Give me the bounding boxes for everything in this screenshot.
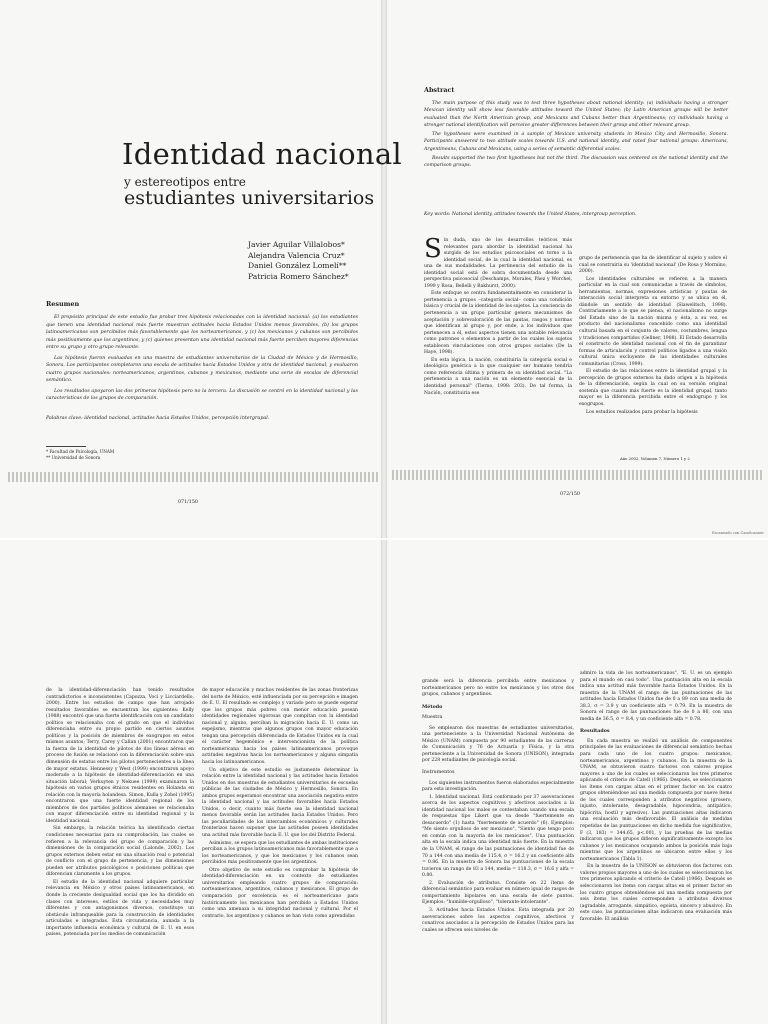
abstract-paragraph: The hypotheses were examined in a sample of Mexican university students in Mexico City and Hermosillo, Sonora. Participants answered to two attitude scales towards U.S. and national identity, and rated four national groups: Americans, Argentineans, Cubans and Mexicans, using a series of semantic differential scales. bbox=[424, 132, 728, 152]
body-paragraph: 2. Evaluación de atributos. Consiste en 22 ítems de diferencial semántico para evaluar en número igual de rasgos de comportamiento bipolares en una escala de siete puntos. Ejemplos: "humilde-orgulloso", "tolerante-intolerante". bbox=[422, 880, 574, 906]
body-paragraph: grande será la diferencia percibida entre mexicanos y norteamericanos pero no entre los mexicanos y los otros dos grupos, cubanos y argentinos. bbox=[422, 679, 574, 698]
author: Patricia Romero Sánchez* bbox=[248, 271, 349, 281]
intro-column-a bbox=[424, 234, 572, 398]
subsection-heading-instrumentos: Instrumentos bbox=[422, 770, 455, 776]
author: Alejandra Valencia Cruz* bbox=[248, 250, 345, 260]
resumen-paragraph: Los resultados apoyaron las dos primeras hipótesis pero no la tercera. La discusión se centró en la identidad nacional y las características de los grupos de comparación. bbox=[46, 388, 358, 401]
intro-paragraph: Sin duda, uno de los desarrollos teóricos más relevantes para abordar la identidad nacional ha surgido de los estudios psicosociales en torno a la identidad social, de la cual la identidad nacional, es una de sus modalidades. La pertinencia del estudio de la identidad social está de sobra documentada desde una perspectiva psicosocial (Deschamps, Morales, Páez y Worchel, 1999 y Rosa, Bellelli y Bakhurst, 2000). bbox=[424, 234, 572, 289]
page-number-left: 071/150 bbox=[178, 500, 198, 505]
resumen-heading: Resumen bbox=[46, 300, 80, 308]
body-paragraph: Sin embargo, la relación teórica ha identificado ciertas condiciones necesarias para su comprobación, las cuales se refieren a la relevancia del grupo de comparación y las dimensiones de la comparación social (Lalonde, 2002). Los grupos externos deben estar en una situación real o potencial de conflicto con el grupo de pertenencia, y las dimensiones pueden ser atributos psicológicos o posiciones políticas que diferencian claramente a los grupos. bbox=[46, 826, 194, 878]
body-paragraph: de la identidad-diferenciación han tenido resultados contradictorios e inconsistentes (Capozza, Voci y Licciardello, 2000). Entre los estudios de campo que han arrojado resultados favorables se encuentran los siguientes: Kelly (1988) encontró que una fuerte identificación con un candidato político se relacionaba con el grado en que el individuo diferenciaba entre su propio partido en ciertos asuntos políticos y la posición de miembros de exogrupos en estos mismos asuntos; Terry, Carey y Callan (2001) encontraron que la fuerza de la identidad de pilotos de dos líneas aéreas en proceso de fusión se relacionó con la diferenciación sobre una dimensión de estatus entre los pilotos pertenecientes a la línea de mayor estatus. Hennessy y West (1999) encontraron apoyo moderado a la hipótesis de identidad-diferenciación en una situación laboral; Verkuyten y Nekuee (1999) examinaron la hipótesis en varios grupos étnicos residentes en Holanda en relación con la mayoría holandesa. Simon, Kulla y Zobel (1995) encontraron que una fuerte identidad regional de los miembros de dos partidos políticos alemanes se relacionaba con mayor diferenciación entre su identidad regional y la identidad nacional. bbox=[46, 688, 194, 824]
body-paragraph: Otro objetivo de este estudio es comprobar la hipótesis de identidad-diferenciación en un contexto de estudiantes universitarios empleando cuatro grupos de comparación: norteamericanos, argentinos, cubanos y mexicanos. El grupo de comparación por excelencia es el norteamericano para históricamente los mexicanos han percibido a Estados Unidos como una amenaza a su integridad nacional y cultural. Por el contrario, los argentinos y cubanos se han visto como aprendidas bbox=[202, 867, 358, 919]
footnote: * Facultad de Psicología, UNAM bbox=[46, 449, 115, 454]
book-spine bbox=[381, 540, 387, 1024]
abstract-heading: Abstract bbox=[424, 86, 455, 94]
body-paragraph: Un objetivo de este estudio es justamente determinar la relación entre la identidad nacional y las actitudes hacia Estados Unidos en dos muestras de estudiantes universitarios de escuelas públicas de las ciudades de México y Hermosillo, Sonora. En ambos grupos esperamos encontrar una asociación negativa entre la identidad nacional y las actitudes favorables hacia Estados Unidos, o decir, cuanto más fuerte sea la identidad nacional menos favorable serán las actitudes hacia Estados Unidos. Pero las peculiaridades de los intercambios económicos y culturales fronterizos hacen suponer que las actitudes poseen identidades una actitud más favorable hacia E. U. que los del Distrito Federal. bbox=[202, 767, 358, 839]
resumen-paragraph: Las hipótesis fueron evaluadas en una muestra de estudiantes universitarios de la Ciudad de México y de Hermosillo, Sonora. Los participantes completaron una escala de actitudes hacia Estados Unidos y otra de identidad nacional, y evaluaron cuatro grupos nacionales: norteamericanos, argentinos, cubanos y mexicanos, mediante una serie de escalas de diferencial semántico. bbox=[46, 355, 358, 383]
body-paragraph: de mayor educación y muchos residentes de las zonas fronterizas del norte de México, esté influenciada por su percepción e imagen de E. U. El resultado es complejo y variado pero se puede esperar que los grupos más pobres con menor educación posean identidades regionales vigorosas que compitan con la identidad nacional y, alguno, perciban la migración hacia E. U. como un espejismo, mientras que algunos grupos con mayor educación tengan una percepción diferenciada de Estados Unidos en la cual el carácter hegemónico e intervencionista de la política norteamericana hacia los países latinoamericanos provoque actitudes negativas hacia los norteamericanos y alguna simpatía hacia los latinoamericanos. bbox=[202, 688, 358, 766]
intro-paragraph: El estudio de las relaciones entre la identidad grupal y la percepción de grupos externos ha dado origen a la hipótesis de la diferenciación, según la cual en su versión original sostenía que cuanto más fuerte es la identidad grupal, tanto mayor es la diferencia percibida entre el endogrupo y los exogrupos. bbox=[579, 369, 727, 408]
abstract-body bbox=[424, 100, 728, 172]
author-list bbox=[248, 240, 349, 282]
body-paragraph: admiro la vida de los norteamericanos", "E. U. es un ejemplo para el mundo en casi todo". Una puntuación alta en la escala indica una actitud más favorable hacia Estados Unidos. En la muestra de la UNAM el rango de las puntuaciones de las actitudes hacia Estados Unidos fue de 0 a 89 con una media de 38.3, σ = 3.9 y un coeficiente alfa = 0.79. En la muestra de Sonora el rango de las puntuaciones fue de 0 a 86, con una media de 36.5, σ = 8.4, y un coeficiente alfa = 0.78. bbox=[580, 671, 732, 722]
body-spread bbox=[0, 540, 768, 1024]
key-words: Key words: National identity, attitudes towards the United States, intergroup perception. bbox=[424, 212, 637, 217]
author: Daniel González Lomelí** bbox=[248, 261, 347, 270]
intro-column-b bbox=[579, 256, 727, 417]
section-heading-resultados: Resultados bbox=[580, 728, 610, 735]
body-paragraph: 1. Identidad nacional. Está conformado por 37 aseveraciones acerca de los aspectos cognitivos y afectivos asociados a la identidad nacional los males se contestaban usando una escala de respuestas tipo Likert que va desde "fuertemente en desacuerdo" (1) hasta "fuertemente de acuerdo" (6). Ejemplos: "Me siento orgulloso de ser mexicano", "Siento que tengo poco en común con la mayoría de los mexicanos". Una puntuación alta en la escala indica una identidad más fuerte. En la muestra de la UNAM, el rango de las puntuaciones de identidad fue de 70 a 144 con una media de 115.4, σ = 16.2 y un coeficiente alfa = 0.86. En la muestra de Sonora las puntuaciones de la escala tuvieron un rango de 83 a 144, media = 118.3, σ = 16.6 y alfa = 0.80. bbox=[422, 794, 574, 879]
body-paragraph: Asimismo, se espera que los estudiantes de ambas instituciones perciban a los grupos latinoamericanos más favorablemente que a los norteamericanos, y que los mexicanos y los cubanos sean percibidos más positivamente que los argentinos. bbox=[202, 840, 358, 866]
intro-paragraph: grupo de pertenencia que ha de identificar al sujeto y sobre el cual se construiría su 'identidad nacional' (De Rosa y Mormino, 2000). bbox=[579, 256, 727, 275]
footnotes bbox=[46, 449, 114, 461]
intro-paragraph: Este enfoque se centra fundamentalmente en considerar la pertenencia a grupos –categoría social– como una condición básica y crucial de la identidad de los sujetos. La conciencia de pertenencia a un grupo particular genera mecanismos de aceptación y sobrevaloración de las pautas, rasgos y normas que identifican al grupo y, por ende, a los individuos que pertenecen a él, estos aspectos tienen una notable relevancia como patrones o elementos a partir de los cuales los sujetos establecen vinculaciones con otros grupos sociales (De la Haye, 1998). bbox=[424, 291, 572, 356]
footnote: ** Universidad de Sonora bbox=[46, 455, 101, 460]
article-subtitle-line2: estudiantes universitarios bbox=[124, 187, 375, 209]
article-title: Identidad nacional bbox=[122, 137, 403, 171]
body-paragraph: Los siguientes instrumentos fueron elaborados especialmente para esta investigación. bbox=[422, 780, 574, 793]
body-paragraph: El estudio de la identidad nacional adquiere particular relevancia en México y otros países latinoamericanos, en donde la creciente desigualdad social que los ha dividido en clases con intereses, estilos de vida y necesidades muy diferentes y con antagonismos diversos, constituye un obstáculo infranqueable para la construcción de identidades articuladas e integradas. Esta circunstancia, aunada a la importante influencia económica y cultural de E. U. en esos países, potenciada por los medios de comunicación bbox=[46, 879, 194, 938]
journal-reference: Año 2002, Volumen 7, Número 1 y 2 bbox=[620, 456, 690, 461]
body-column-4 bbox=[580, 671, 732, 924]
body-column-2 bbox=[202, 688, 358, 921]
palabras-clave: Palabras clave: identidad nacional, actitudes hacia Estados Unidos, percepción intergrupal. bbox=[46, 416, 270, 421]
body-paragraph: En cada muestra se realizó un análisis de componentes principales de las evaluaciones de diferencial semántico hechas para cada uno de los cuatro grupos: mexicanos, norteamericanos, argentinos y cubanos. En la muestra de la UNAM, se obtuvieron cuatro factores con valores propios mayores a uno de los cuales se seleccionaron los tres primeros aplicando el criterio de Catell (1966). Después, se seleccionaron los ítems con cargas altas en el primer factor en los cuatro grupos obteniéndose así una medida compuesta por nueve ítems de los cuales corresponden a atributos negativos (grosero, injusto, intolerante, desagradable, hipocondria, antipático, hipócrita, hostil y agresivo). Las puntuaciones altas indicaron una evaluación más desfavorable. El análisis de medidas repetidas de las puntuaciones en dicho medida fue significativo, F (3, 183) = 344.65, p<.001, y las pruebas de las medias indicaron que los grupos difieren significativamente excepto los cubanos y los mexicanos ocupando ambos la posición más baja mientras que los argentinos se ubicaron entre ellos y los norteamericanos (Tabla 1). bbox=[580, 738, 732, 862]
decorative-dot-band bbox=[392, 470, 762, 480]
body-paragraph: En la muestra de la UNISON se obtuvieron dos factores con valores propios mayores a uno de los cuales se seleccionaron los tres primeros aplicando el criterio de Catell (1966). Después se seleccionaron los ítems con cargas altas en el primer factor en los cuatro grupos obteniéndose así una medida compuesta por seis ítems los cuales corresponden a atributos diversos (agradable, arrogante, simpático, egoísta, sincero y abusivo). En este caso, las puntuaciones altas indicaron una evaluación más favorable. El análisis bbox=[580, 864, 732, 922]
intro-paragraph: Los estudios realizados para probar la hipótesis bbox=[586, 409, 698, 415]
body-column-1 bbox=[46, 688, 194, 940]
book-spine bbox=[381, 0, 387, 538]
body-column-3 bbox=[422, 679, 574, 935]
page-number-right: 072/150 bbox=[560, 492, 580, 497]
section-heading-metodo: Método bbox=[422, 703, 443, 710]
intro-paragraph: Los identidades culturales se refieren a la manera particular en la cual son comunicadas a través de símbolos, herramientas, normas, expresiones artísticas y pautas de interacción social interpreta su entorno y se ubica en él, dándole un sentido de identidad (Slawelitsch, 1998). Contrariamente a lo que se piensa, el nacionalismo no surge del Estado sino de la nación misma y ésta, a su vez, es producto del nacionalismo concebido como una identidad cultural basada en el conjunto de valores, costumbres, lengua y tradiciones compartidos (Gellner, 1988). El Estado desarrolla el constructo de identidad nacional con el fin de garantizar formas de articulación y control políticos ligados a una visión cultural única excluyente de las identidades culturales comunitarias (Cross, 1999). bbox=[579, 276, 727, 367]
body-paragraph: 3. Actitudes hacia Estados Unidos. Esta integrada por 20 aseveraciones sobre los aspectos cognitivos, afectivos y conativos asociados a la percepción de Estados Unidos para las cuales se ofrecen seis niveles de bbox=[422, 907, 574, 933]
body-paragraph: Se emplearon dos muestras de estudiantes universitarios, una perteneciente a la Universidad Nacional Autónoma de México (UNAM) compuesta por 90 estudiantes de las carreras de Comunicación y 76 de Actuaría y Física, y la otra perteneciente a la Universidad de Sonora (UNISON), integrada por 228 estudiantes de psicología social. bbox=[422, 725, 574, 764]
footnote-rule bbox=[46, 446, 86, 447]
resumen-body bbox=[46, 314, 358, 406]
intro-paragraph: En esta lógica, la nación, constituiría la categoría social e ideológica genérica a la que cualquier ser humano tendría como referencia última y primera de su identidad social. "La pertenencia a una nación es un elemento esencial de la identidad personal" (Tierno, 1998: 203). De tal forma, la Nación, constituiría ese bbox=[424, 357, 572, 396]
subsection-heading-muestra: Muestra bbox=[422, 715, 443, 721]
drop-cap: S bbox=[424, 234, 442, 264]
abstract-paragraph: Results supported the two first hypotheses but not the third. The discussion was centered on the national identity and the comparison groups. bbox=[424, 156, 728, 169]
scan-watermark: Escaneado con CamScanner bbox=[712, 531, 764, 535]
resumen-paragraph: El propósito principal de este estudio fue probar tres hipótesis relacionadas con la identidad nacional: (a) los estudiantes que tienen una identidad nacional más fuerte muestran actitudes hacia Estados Unidos menos favorables, (b) los grupos latinoamericanos son percibidos más favorablemente que los norteamericanos, y (c) los mexicanos y cubanos son percibidos más positivamente que los argentinos, y (c) quienes presentan una identidad nacional más fuerte perciben mayores diferencias entre su grupo y otro grupo relevante. bbox=[46, 315, 358, 350]
article-subtitle-line1: y estereotipos entre bbox=[124, 175, 246, 189]
author: Javier Aguilar Villalobos* bbox=[248, 240, 345, 249]
abstract-paragraph: The main purpose of this study was to test three hypotheses about national identity: (a) individuals having a stronger Mexican identity will show less favorable attitudes toward the United States; (b) Latin American groups will be better evaluated than the North American group, and Mexicans and Cubans better than Argentineans; (c) individuals having a stronger national identification will perceive greater differences between their group and other relevant group. bbox=[424, 101, 728, 128]
decorative-dot-band bbox=[8, 472, 378, 482]
